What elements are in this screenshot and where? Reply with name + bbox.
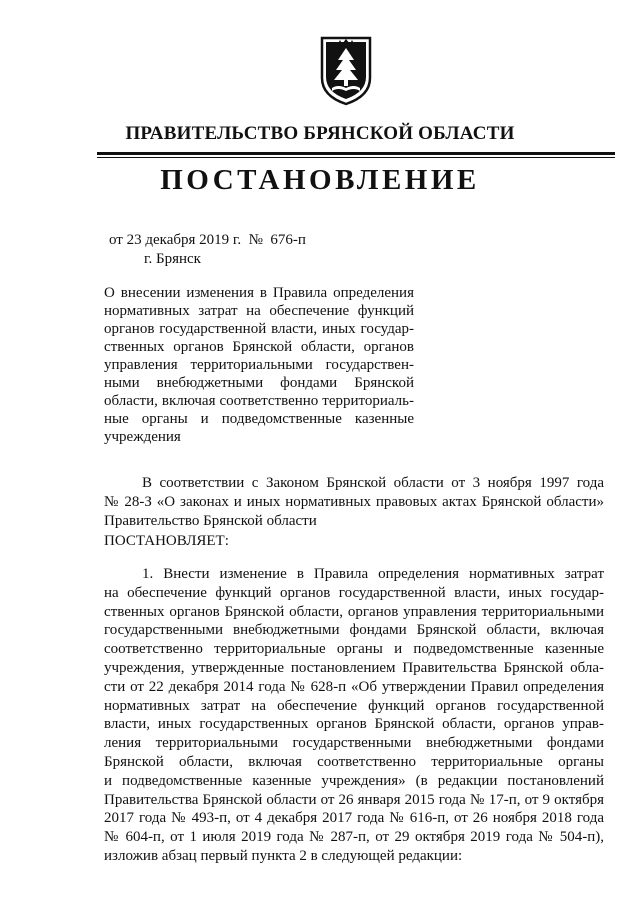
preamble-paragraph	[104, 474, 604, 530]
preamble-line: № 28-З «О законах и иных нормативных правовых актах Брянской области»	[104, 493, 604, 510]
item-1-line: власти, иных государственных органов Брянской области, органов управ-	[104, 716, 604, 733]
subject-line: органов государственной власти, иных государ-	[104, 321, 414, 337]
preamble-line: В соответствии с Законом Брянской области от 3 ноября 1997 года	[142, 475, 604, 491]
subject-line: О внесении изменения в Правила определения	[104, 285, 414, 301]
item-1-line: на обеспечение функций органов государственной власти, иных государ-	[104, 584, 604, 601]
item-1-line: нормативных затрат на обеспечение функций органов государственной	[104, 697, 604, 714]
item-1-line: соответственно территориальные органы и подведомственные казенные	[104, 641, 604, 658]
item-1-line: Правительства Брянской области от 26 января 2015 года № 17-п, от 9 октября	[104, 791, 604, 808]
header-rule-thick	[97, 152, 615, 155]
item-1-line: учреждения, утвержденные постановлением Правительства Брянской обла-	[104, 659, 604, 676]
subject-line: ственных органов Брянской области, органов	[104, 339, 414, 355]
item-1-line: государственными внебюджетными фондами Брянской области, включая	[104, 622, 604, 639]
subject-line: учреждения	[104, 429, 181, 445]
item-1-paragraph	[104, 565, 604, 866]
subject-line: ные органы и подведомственные казенные	[104, 411, 414, 427]
subject-line: нормативных затрат на обеспечение функций	[104, 303, 414, 319]
item-1-line: и подведомственные казенные учреждения» (в редакции постановлений	[104, 772, 604, 789]
government-title: ПРАВИТЕЛЬСТВО БРЯНСКОЙ ОБЛАСТИ	[125, 123, 515, 144]
document-type-title: ПОСТАНОВЛЕНИЕ	[160, 164, 480, 196]
decree-word: ПОСТАНОВЛЯЕТ:	[104, 533, 229, 549]
subject-line: области, включая соответственно территориаль-	[104, 393, 414, 409]
subject-line: управления территориальными государствен-	[104, 357, 414, 373]
header-rule-thin	[97, 157, 615, 158]
item-1-line: 2017 года № 493-п, от 4 декабря 2017 года № 616-п, от 26 ноября 2018 года	[104, 810, 604, 827]
preamble-line: Правительство Брянской области	[104, 512, 317, 529]
item-1-line: изложив абзац первый пункта 2 в следующей редакции:	[104, 847, 463, 864]
coat-of-arms-emblem	[318, 34, 374, 106]
subject-line: ными внебюджетными фондами Брянской	[104, 375, 414, 391]
document-subject	[104, 284, 414, 446]
item-1-line: № 604-п, от 1 июля 2019 года № 287-п, от 29 октября 2019 года № 504-п),	[104, 829, 604, 846]
item-1-line: ственных органов Брянской области, органов управления территориальными	[104, 603, 604, 620]
city: г. Брянск	[144, 251, 201, 267]
item-1-line: 1. Внести изменение в Правила определения нормативных затрат	[142, 566, 604, 582]
date-and-number: от 23 декабря 2019 г. № 676-п	[109, 232, 306, 248]
item-1-line: Брянской области, включая соответственно территориальные органы	[104, 753, 604, 770]
item-1-line: сти от 22 декабря 2014 года № 628-п «Об утверждении Правил определения	[104, 678, 604, 695]
item-1-line: ления территориальными государственными внебюджетными фондами	[104, 735, 604, 752]
